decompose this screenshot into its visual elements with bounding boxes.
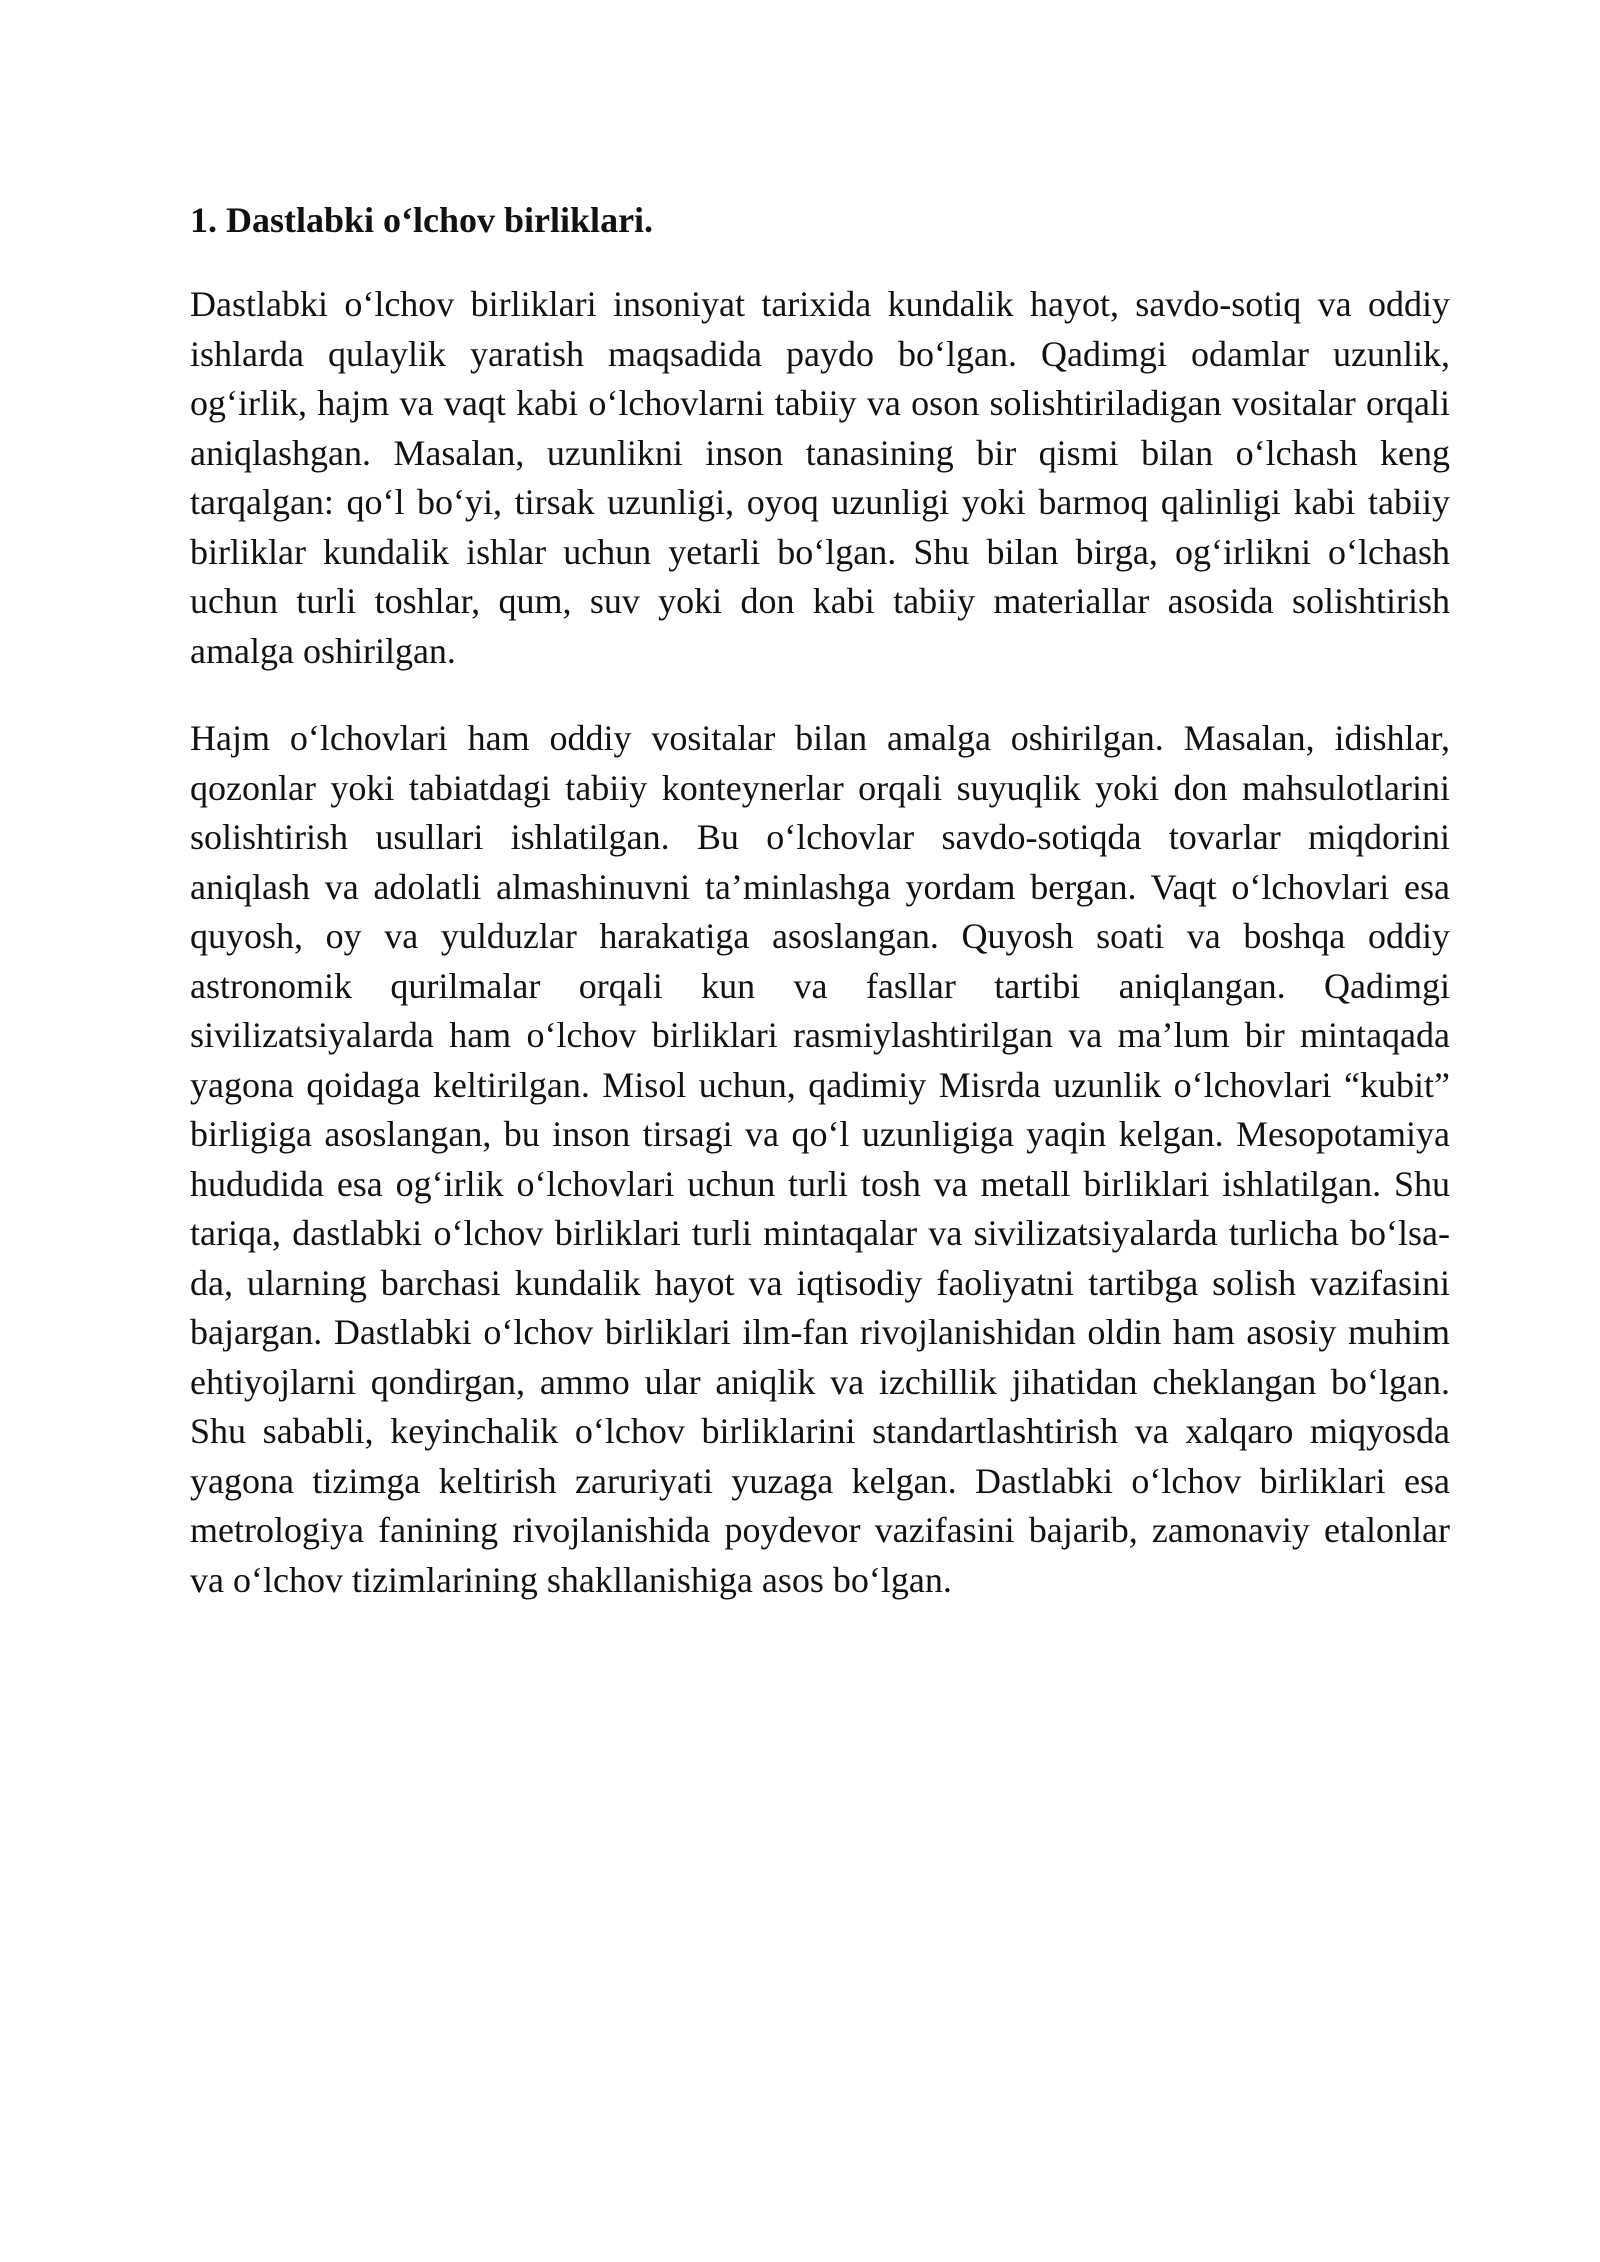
document-body bbox=[190, 196, 1450, 1643]
paragraph-1: Dastlabki o‘lchov birliklari insoniyat tarixida kundalik hayot, savdo-sotiq va oddiy ishlarda qulaylik yaratish maqsadida paydo bo‘lgan. Qadimgi odamlar uzunlik, og‘irlik, hajm va vaqt kabi o‘lchovlarni tabiiy va oson solishtiriladigan vositalar orqali aniqlashgan. Masalan, uzunlikni inson tanasining bir qismi bilan o‘lchash keng tarqalgan: qo‘l bo‘yi, tirsak uzunligi, oyoq uzunligi yoki barmoq qalinligi kabi tabiiy birliklar kundalik ishlar uchun yetarli bo‘lgan. Shu bilan birga, og‘irlikni o‘lchash uchun turli toshlar, qum, suv yoki don kabi tabiiy materiallar asosida solishtirish amalga oshirilgan. bbox=[190, 284, 1450, 671]
paragraph-2: Hajm o‘lchovlari ham oddiy vositalar bilan amalga oshirilgan. Masalan, idishlar, qozonlar yoki tabiatdagi tabiiy konteynerlar orqali suyuqlik yoki don mahsulotlarini solishtirish usullari ishlatilgan. Bu o‘lchovlar savdo-sotiqda tovarlar miqdorini aniqlash va adolatli almashinuvni ta’minlashga yordam bergan. Vaqt o‘lchovlari esa quyosh, oy va yulduzlar harakatiga asoslangan. Quyosh soati va boshqa oddiy astronomik qurilmalar orqali kun va fasllar tartibi aniqlangan. Qadimgi sivilizatsiyalarda ham o‘lchov birliklari rasmiylashtirilgan va ma’lum bir mintaqada yagona qoidaga keltirilgan. Misol uchun, qadimiy Misrda uzunlik o‘lchovlari “kubit” birligiga asoslangan, bu inson tirsagi va qo‘l uzunligiga yaqin kelgan. Mesopotamiya hududida esa og‘irlik o‘lchovlari uchun turli tosh va metall birliklari ishlatilgan. Shu tariqa, dastlabki o‘lchov birliklari turli mintaqalar va sivilizatsiyalarda turlicha bo‘lsa-da, ularning barchasi kundalik hayot va iqtisodiy faoliyatni tartibga solish vazifasini bajargan. Dastlabki o‘lchov birliklari ilm-fan rivojlanishidan oldin ham asosiy muhim ehtiyojlarni qondirgan, ammo ular aniqlik va izchillik jihatidan cheklangan bo‘lgan. Shu sababli, keyinchalik o‘lchov birliklarini standartlashtirish va xalqaro miqyosda yagona tizimga keltirish zaruriyati yuzaga kelgan. Dastlabki o‘lchov birliklari esa metrologiya fanining rivojlanishida poydevor vazifasini bajarib, zamonaviy etalonlar va o‘lchov tizimlarining shakllanishiga asos bo‘lgan. bbox=[190, 718, 1450, 1600]
section-heading: 1. Dastlabki o‘lchov birliklari. bbox=[190, 200, 654, 240]
